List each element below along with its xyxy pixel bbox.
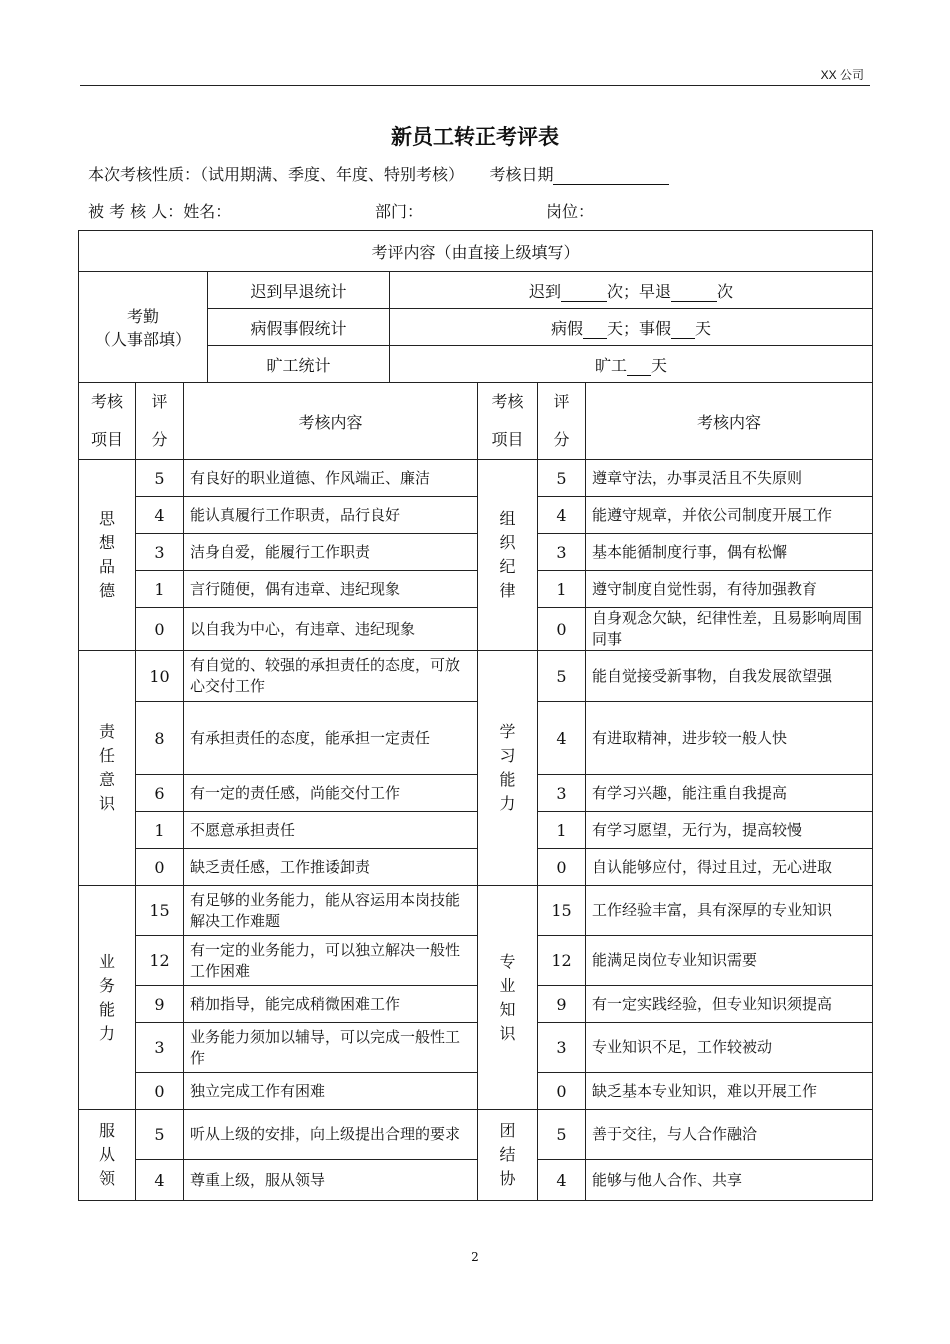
criteria-cell: 有一定的业务能力，可以独立解决一般性工作困难 (184, 936, 478, 986)
category-name (79, 651, 136, 886)
score-cell: 4 (538, 1160, 586, 1201)
evaluation-table (78, 230, 873, 1201)
column-header-row (79, 383, 873, 460)
evaluation-row (79, 460, 873, 497)
evaluation-row (79, 1110, 873, 1160)
score-cell: 5 (136, 1110, 184, 1160)
assessment-info-line (88, 162, 669, 185)
category-name-char: 务 (98, 975, 115, 995)
category-name-char: 服 (98, 1121, 115, 1140)
score-cell: 3 (538, 1023, 586, 1073)
col-score-header-text: 评 (553, 392, 570, 411)
score-cell: 15 (538, 886, 586, 936)
evaluation-row (79, 775, 873, 812)
assessment-nature-label: 本次考核性质：（试用期满、季度、年度、特别考核） (88, 165, 465, 184)
assessment-date-field[interactable] (553, 166, 669, 185)
col-score-header (538, 383, 586, 460)
assessment-date-label: 考核日期 (489, 165, 554, 184)
score-cell: 0 (136, 608, 184, 651)
category-name-char: 能 (98, 999, 115, 1019)
category-name (79, 1110, 136, 1201)
category-name-char: 协 (499, 1169, 516, 1188)
attendance-row (79, 272, 873, 309)
col-score-header-text: 分 (151, 430, 168, 449)
criteria-cell: 能够与他人合作、共享 (586, 1160, 873, 1201)
category-name-char: 纪 (499, 557, 516, 576)
evaluation-row (79, 534, 873, 571)
page-title: 新员工转正考评表 (391, 124, 559, 149)
evaluation-groups (79, 460, 873, 1201)
score-cell: 1 (136, 812, 184, 849)
category-name-char: 团 (499, 1121, 516, 1140)
criteria-cell: 有一定实践经验，但专业知识须提高 (586, 986, 873, 1023)
evaluation-row (79, 1073, 873, 1110)
attendance-text: 旷工 (594, 355, 627, 375)
attendance-text: 天；事假 (607, 318, 672, 338)
category-name-char: 领 (98, 1169, 115, 1188)
criteria-cell: 善于交往，与人合作融洽 (586, 1110, 873, 1160)
col-item-header (79, 383, 136, 460)
criteria-cell: 有一定的责任感，尚能交付工作 (184, 775, 478, 812)
criteria-cell: 能遵守规章，并依公司制度开展工作 (586, 497, 873, 534)
category-name-char: 力 (499, 794, 516, 813)
score-cell: 12 (136, 936, 184, 986)
attendance-blank[interactable] (671, 322, 695, 339)
attendance-text: 迟到 (528, 281, 561, 301)
evaluation-row (79, 812, 873, 849)
attendance-label: 考勤 (126, 307, 159, 326)
score-cell: 3 (136, 534, 184, 571)
col-item-header-text: 项目 (90, 430, 123, 449)
evaluation-row (79, 986, 873, 1023)
evaluation-row (79, 497, 873, 534)
score-cell: 9 (136, 986, 184, 1023)
evaluation-row (79, 936, 873, 986)
criteria-cell: 言行随便，偶有违章、违纪现象 (184, 571, 478, 608)
criteria-cell: 缺乏责任感，工作推诿卸责 (184, 849, 478, 886)
criteria-cell: 有学习愿望，无行为，提高较慢 (586, 812, 873, 849)
criteria-cell: 能认真履行工作职责，品行良好 (184, 497, 478, 534)
score-cell: 1 (538, 571, 586, 608)
category-name-char: 律 (499, 581, 516, 600)
criteria-cell: 以自我为中心，有违章、违纪现象 (184, 608, 478, 651)
attendance-text: 次 (717, 281, 734, 301)
evaluation-row (79, 1023, 873, 1073)
evaluation-row (79, 651, 873, 702)
category-name-char: 学 (499, 722, 516, 741)
evaluation-row (79, 886, 873, 936)
evaluation-row (79, 608, 873, 651)
attendance-value (390, 309, 873, 346)
criteria-cell: 有自觉的、较强的承担责任的态度，可放心交付工作 (184, 651, 478, 702)
criteria-cell: 遵守制度自觉性弱，有待加强教育 (586, 571, 873, 608)
score-cell: 4 (538, 497, 586, 534)
attendance-text: 天 (651, 355, 668, 375)
evaluation-row (79, 849, 873, 886)
attendance-blank[interactable] (627, 359, 651, 376)
criteria-cell: 有承担责任的态度，能承担一定责任 (184, 702, 478, 775)
col-content-header: 考核内容 (184, 383, 478, 460)
category-name-char: 任 (98, 746, 115, 765)
col-score-header (136, 383, 184, 460)
attendance-value (390, 346, 873, 383)
attendance-item: 旷工统计 (208, 346, 390, 383)
category-name (478, 460, 538, 651)
score-cell: 5 (538, 1110, 586, 1160)
header-divider (80, 85, 870, 86)
criteria-cell: 自身观念欠缺，纪律性差，且易影响周围同事 (586, 608, 873, 651)
criteria-cell: 专业知识不足，工作较被动 (586, 1023, 873, 1073)
criteria-cell: 自认能够应付，得过且过，无心进取 (586, 849, 873, 886)
col-score-header-text: 评 (151, 392, 168, 411)
attendance-item: 迟到早退统计 (208, 272, 390, 309)
evaluation-row (79, 571, 873, 608)
category-name-char: 力 (98, 1023, 115, 1043)
attendance-blank[interactable] (561, 285, 607, 302)
attendance-item: 病假事假统计 (208, 309, 390, 346)
score-cell: 5 (136, 460, 184, 497)
page-number: 2 (471, 1250, 479, 1264)
category-name-char: 织 (499, 533, 516, 552)
position-label: 岗位： (546, 202, 595, 221)
attendance-value (390, 272, 873, 309)
criteria-cell: 有足够的业务能力，能从容运用本岗技能解决工作难题 (184, 886, 478, 936)
score-cell: 3 (538, 534, 586, 571)
category-name-char: 业 (499, 975, 516, 995)
score-cell: 0 (538, 849, 586, 886)
category-name-char: 意 (98, 770, 115, 789)
person-name-label: 被 考 核 人：姓名： (88, 202, 232, 221)
score-cell: 0 (136, 1073, 184, 1110)
criteria-cell: 业务能力须加以辅导，可以完成一般性工作 (184, 1023, 478, 1073)
score-cell: 6 (136, 775, 184, 812)
score-cell: 1 (136, 571, 184, 608)
score-cell: 15 (136, 886, 184, 936)
score-cell: 12 (538, 936, 586, 986)
criteria-cell: 基本能循制度行事，偶有松懈 (586, 534, 873, 571)
score-cell: 8 (136, 702, 184, 775)
category-name (478, 651, 538, 886)
col-item-header (478, 383, 538, 460)
category-name-char: 品 (98, 557, 115, 576)
score-cell: 0 (136, 849, 184, 886)
category-name-char: 从 (98, 1145, 115, 1164)
col-content-header: 考核内容 (586, 383, 873, 460)
category-name (478, 886, 538, 1110)
criteria-cell: 能满足岗位专业知识需要 (586, 936, 873, 986)
category-name-char: 习 (499, 746, 516, 765)
criteria-cell: 不愿意承担责任 (184, 812, 478, 849)
score-cell: 4 (136, 1160, 184, 1201)
criteria-cell: 听从上级的安排，向上级提出合理的要求 (184, 1110, 478, 1160)
attendance-text: 次；早退 (607, 281, 672, 301)
score-cell: 5 (538, 460, 586, 497)
category-name-char: 知 (499, 999, 516, 1019)
evaluation-row (79, 702, 873, 775)
attendance-blank[interactable] (583, 322, 607, 339)
category-name-char: 能 (499, 770, 516, 789)
criteria-cell: 能自觉接受新事物，自我发展欲望强 (586, 651, 873, 702)
criteria-cell: 独立完成工作有困难 (184, 1073, 478, 1110)
attendance-blank[interactable] (671, 285, 717, 302)
criteria-cell: 工作经验丰富，具有深厚的专业知识 (586, 886, 873, 936)
department-label: 部门： (375, 202, 424, 221)
score-cell: 3 (538, 775, 586, 812)
category-name-char: 责 (98, 722, 115, 741)
category-name-char: 专 (499, 951, 516, 971)
score-cell: 5 (538, 651, 586, 702)
category-name-char: 识 (499, 1023, 516, 1043)
score-cell: 4 (136, 497, 184, 534)
category-name-char: 业 (98, 951, 115, 971)
score-cell: 3 (136, 1023, 184, 1073)
category-name (79, 886, 136, 1110)
score-cell: 4 (538, 702, 586, 775)
category-name-char: 组 (499, 509, 516, 528)
section-title: 考评内容（由直接上级填写） (79, 231, 873, 272)
category-name-char: 德 (98, 581, 115, 600)
attendance-text: 天 (695, 318, 712, 338)
category-name-char: 思 (98, 509, 115, 528)
col-item-header-text: 考核 (90, 392, 123, 411)
criteria-cell: 遵章守法，办事灵活且不失原则 (586, 460, 873, 497)
category-name-char: 识 (98, 794, 115, 813)
criteria-cell: 稍加指导，能完成稍微困难工作 (184, 986, 478, 1023)
evaluation-row (79, 1160, 873, 1201)
criteria-cell: 有良好的职业道德、作风端正、廉洁 (184, 460, 478, 497)
score-cell: 0 (538, 1073, 586, 1110)
category-name-char: 想 (98, 533, 115, 552)
score-cell: 0 (538, 608, 586, 651)
criteria-cell: 缺乏基本专业知识，难以开展工作 (586, 1073, 873, 1110)
col-item-header-text: 项目 (491, 430, 524, 449)
attendance-sublabel: （人事部填） (94, 330, 191, 349)
criteria-cell: 有进取精神，进步较一般人快 (586, 702, 873, 775)
criteria-cell: 有学习兴趣，能注重自我提高 (586, 775, 873, 812)
col-item-header-text: 考核 (491, 392, 524, 411)
score-cell: 9 (538, 986, 586, 1023)
criteria-cell: 尊重上级，服从领导 (184, 1160, 478, 1201)
category-name (79, 460, 136, 651)
category-name-char: 结 (499, 1145, 516, 1164)
category-name (478, 1110, 538, 1201)
attendance-text: 病假 (550, 318, 583, 338)
company-name: XX 公司 (820, 68, 864, 82)
attendance-label-cell (79, 272, 208, 383)
criteria-cell: 洁身自爱，能履行工作职责 (184, 534, 478, 571)
score-cell: 1 (538, 812, 586, 849)
col-score-header-text: 分 (553, 430, 570, 449)
score-cell: 10 (136, 651, 184, 702)
